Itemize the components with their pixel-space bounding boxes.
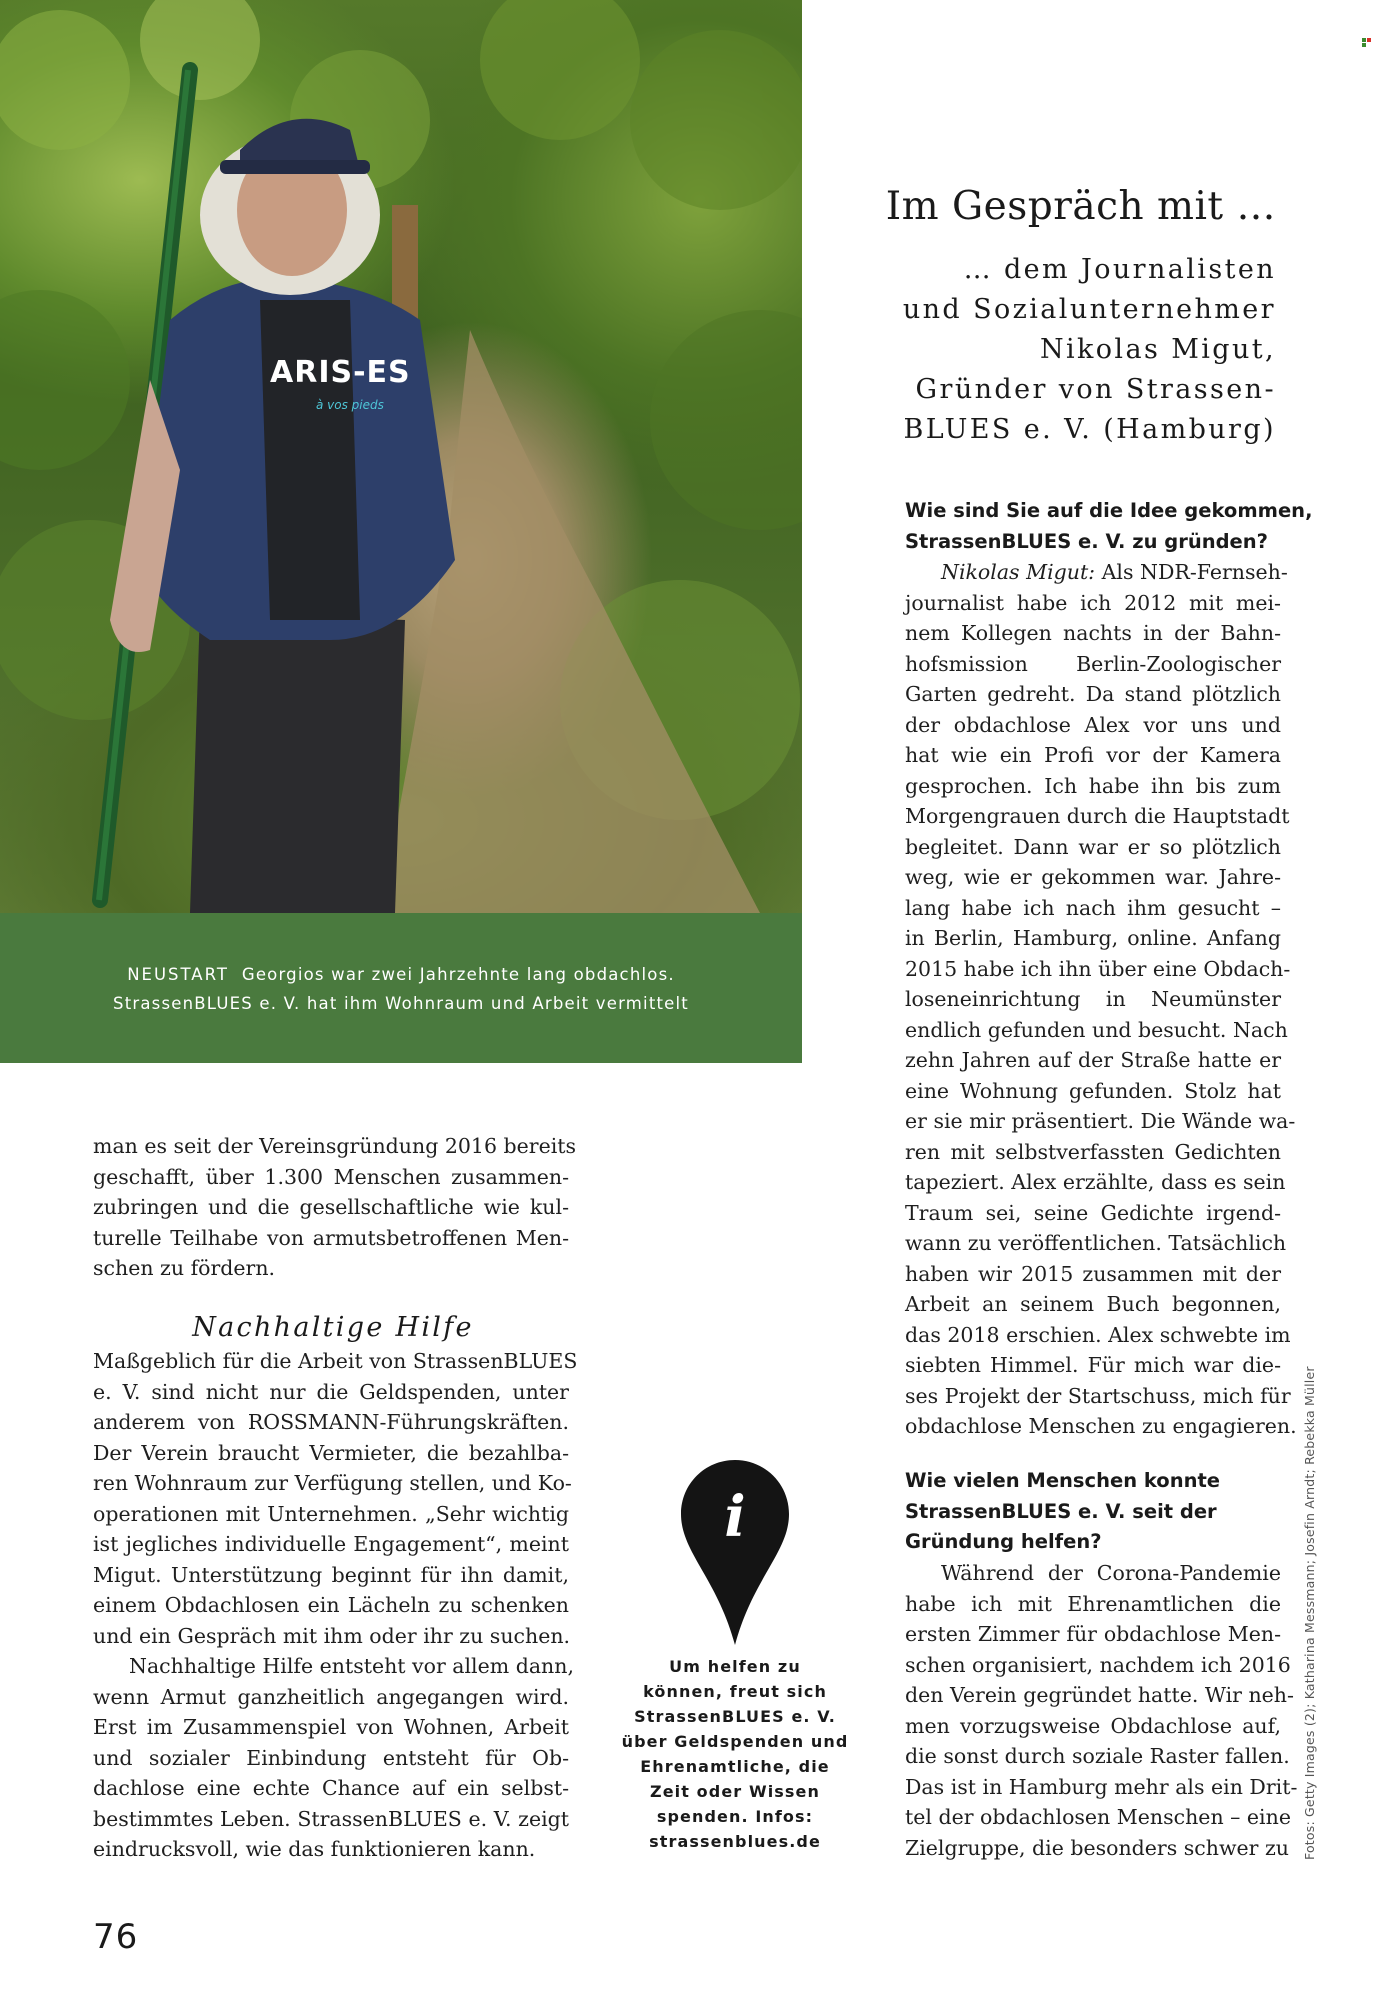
text-line: und sozialer Einbindung entsteht für Ob-: [93, 1745, 569, 1770]
article-headline: Im Gespräch mit …: [885, 184, 1276, 229]
text-line: Erst im Zusammenspiel von Wohnen, Arbeit: [93, 1715, 569, 1739]
page-number: 76: [93, 1917, 139, 1957]
text-line: begleitet. Dann war er so plötzlich: [905, 834, 1281, 859]
article-photo: [0, 0, 802, 913]
info-line: spenden. Infos:: [656, 1807, 814, 1826]
text-line: Garten gedreht. Da stand plötzlich: [905, 682, 1281, 706]
text-line: haben wir 2015 zusammen mit der: [905, 1261, 1281, 1286]
text-line: loseneinrichtung in Neumünster: [905, 987, 1281, 1011]
question-line: StrassenBLUES e. V. zu gründen?: [905, 529, 1268, 553]
text-line: den Verein gegründet hatte. Wir neh-: [905, 1683, 1294, 1707]
info-line: Um helfen zu: [669, 1657, 801, 1676]
question-1: [905, 496, 1312, 557]
text-line: eindrucksvoll, wie das funktionieren kann.: [93, 1837, 536, 1861]
text-line: Während der Corona-Pandemie: [941, 1561, 1281, 1585]
text-line: weg, wie er gekommen war. Jahre-: [905, 865, 1281, 889]
info-icon: [681, 1460, 789, 1645]
question-line: Gründung helfen?: [905, 1530, 1102, 1553]
dek-line: BLUES e. V. (Hamburg): [903, 414, 1276, 445]
text-line: ren mit selbstverfassten Gedichten: [905, 1139, 1281, 1164]
caption-line-2: StrassenBLUES e. V. hat ihm Wohnraum und Arbeit vermittelt: [113, 994, 689, 1013]
text-line: siebten Himmel. Für mich war die-: [905, 1353, 1281, 1377]
question-line: Wie sind Sie auf die Idee gekommen,: [905, 499, 1313, 522]
text-line: geschafft, über 1.300 Menschen zusammen-: [93, 1164, 569, 1189]
intro-paragraph: [93, 1131, 577, 1284]
info-glyph: i: [724, 1484, 746, 1550]
info-line: können, freut sich: [643, 1682, 827, 1701]
text-line: ses Projekt der Startschuss, mich für: [905, 1383, 1291, 1408]
text-line: habe ich mit Ehrenamtlichen die: [905, 1591, 1281, 1616]
caption-lead: NEUSTART: [127, 965, 229, 984]
speaker-name: Nikolas Migut:: [941, 560, 1096, 584]
text-line: schen zu fördern.: [93, 1256, 276, 1280]
answer-2: [905, 1558, 1298, 1863]
text-line: Traum sei, seine Gedichte irgend-: [905, 1200, 1281, 1225]
text-line: Maßgeblich für die Arbeit von StrassenBLUES: [93, 1349, 578, 1373]
question-line: Wie vielen Menschen konnte: [905, 1469, 1221, 1492]
text-line: Migut. Unterstützung beginnt für ihn damit,: [93, 1562, 569, 1587]
text-line: 2015 habe ich ihn über eine Obdach-: [905, 956, 1291, 981]
text-line: die sonst durch soziale Raster fallen.: [905, 1744, 1290, 1768]
text-line: Nikolas Migut: Als NDR-Fernseh-: [941, 560, 1288, 584]
text-line: e. V. sind nicht nur die Geldspenden, unter: [93, 1379, 569, 1404]
text-line: dachlose eine echte Chance auf ein selbst-: [93, 1776, 569, 1800]
text-line: einem Obdachlosen ein Lächeln zu schenken: [93, 1593, 569, 1617]
text-line: lang habe ich nach ihm gesucht –: [905, 895, 1281, 920]
text-line: ersten Zimmer für obdachlose Men-: [905, 1622, 1281, 1646]
paragraph-1: [93, 1346, 578, 1651]
text-line: turelle Teilhabe von armutsbetroffenen Men-: [93, 1225, 569, 1250]
text-line: Zielgruppe, die besonders schwer zu: [905, 1835, 1289, 1860]
info-line: Zeit oder Wissen: [650, 1782, 820, 1801]
question-2: [905, 1466, 1220, 1558]
article-dek: [830, 250, 1276, 450]
text-line: wann zu veröffentlichen. Tatsächlich: [905, 1231, 1287, 1255]
photo-credit: Fotos: Getty Images (2); Katharina Messmann; Josefin Arndt; Rebekka Müller: [1302, 1366, 1317, 1860]
section-subhead: Nachhaltige Hilfe: [192, 1312, 474, 1343]
text-line: der obdachlose Alex vor uns und: [905, 712, 1281, 737]
text-line: ist jegliches individuelle Engagement“, meint: [93, 1532, 569, 1556]
text-line: man es seit der Vereinsgründung 2016 bereits: [93, 1134, 577, 1158]
shirt-subprint: à vos pieds: [316, 398, 384, 412]
dek-line: Gründer von Strassen-: [915, 374, 1276, 405]
text-line: hat wie ein Profi vor der Kamera: [905, 743, 1281, 767]
text-line: gesprochen. Ich habe ihn bis zum: [905, 773, 1281, 798]
info-line: StrassenBLUES e. V.: [634, 1707, 836, 1726]
text-line: bestimmtes Leben. StrassenBLUES e. V. zeigt: [93, 1806, 569, 1831]
info-text: [600, 1654, 870, 1854]
photo-illustration: [0, 0, 802, 913]
text-line: tel der obdachlosen Menschen – eine: [905, 1805, 1291, 1829]
text-line: anderem von ROSSMANN-Führungskräften.: [93, 1410, 569, 1434]
info-line: Ehrenamtliche, die: [640, 1757, 830, 1776]
dek-line: … dem Journalisten: [963, 254, 1276, 285]
photo-caption: [0, 960, 802, 1018]
text-line: hofsmission Berlin-Zoologischer: [905, 651, 1281, 676]
text-line: er sie mir präsentiert. Die Wände wa-: [905, 1109, 1296, 1133]
brand-dot-icon: [1362, 38, 1371, 47]
answer-1: [905, 557, 1297, 1442]
text-line: schen organisiert, nachdem ich 2016: [905, 1652, 1291, 1677]
text-line: tapeziert. Alex erzählte, dass es sein: [905, 1170, 1286, 1194]
text-line: Das ist in Hamburg mehr als ein Drit-: [905, 1774, 1298, 1799]
info-line: strassenblues.de: [649, 1832, 821, 1851]
text-line: wenn Armut ganzheitlich angegangen wird.: [93, 1684, 569, 1709]
text-line: Morgengrauen durch die Hauptstadt: [905, 804, 1290, 828]
shirt-print: ARIS-ES: [270, 355, 411, 390]
text-line: Nachhaltige Hilfe entsteht vor allem dann,: [129, 1654, 574, 1678]
text-line: journalist habe ich 2012 mit mei-: [905, 590, 1281, 615]
text-line: Arbeit an seinem Buch begonnen,: [905, 1292, 1281, 1316]
caption-line-1: Georgios war zwei Jahrzehnte lang obdachlos.: [241, 965, 675, 984]
info-line: über Geldspenden und: [621, 1732, 849, 1751]
text-line: obdachlose Menschen zu engagieren.: [905, 1414, 1297, 1438]
dek-line: und Sozialunternehmer: [902, 294, 1276, 325]
text-line: und ein Gespräch mit ihm oder ihr zu suchen.: [93, 1623, 571, 1648]
text-line: operationen mit Unternehmen. „Sehr wichtig: [93, 1501, 569, 1526]
text-line: eine Wohnung gefunden. Stolz hat: [905, 1078, 1281, 1103]
text-line: das 2018 erschien. Alex schwebte im: [905, 1322, 1291, 1347]
text-line: in Berlin, Hamburg, online. Anfang: [905, 926, 1281, 950]
dek-line: Nikolas Migut,: [1039, 334, 1276, 365]
text-line: ren Wohnraum zur Verfügung stellen, und Ko-: [93, 1471, 572, 1495]
text-line: endlich gefunden und besucht. Nach: [905, 1017, 1288, 1042]
text-line: zubringen und die gesellschaftliche wie kul-: [93, 1195, 569, 1219]
text-line: nem Kollegen nachts in der Bahn-: [905, 621, 1281, 645]
text-line: zehn Jahren auf der Straße hatte er: [905, 1048, 1281, 1072]
text-line: men vorzugsweise Obdachlose auf,: [905, 1713, 1281, 1738]
question-line: StrassenBLUES e. V. seit der: [905, 1499, 1217, 1523]
text-line: Der Verein braucht Vermieter, die bezahlba-: [93, 1440, 569, 1465]
paragraph-2: [93, 1651, 574, 1865]
